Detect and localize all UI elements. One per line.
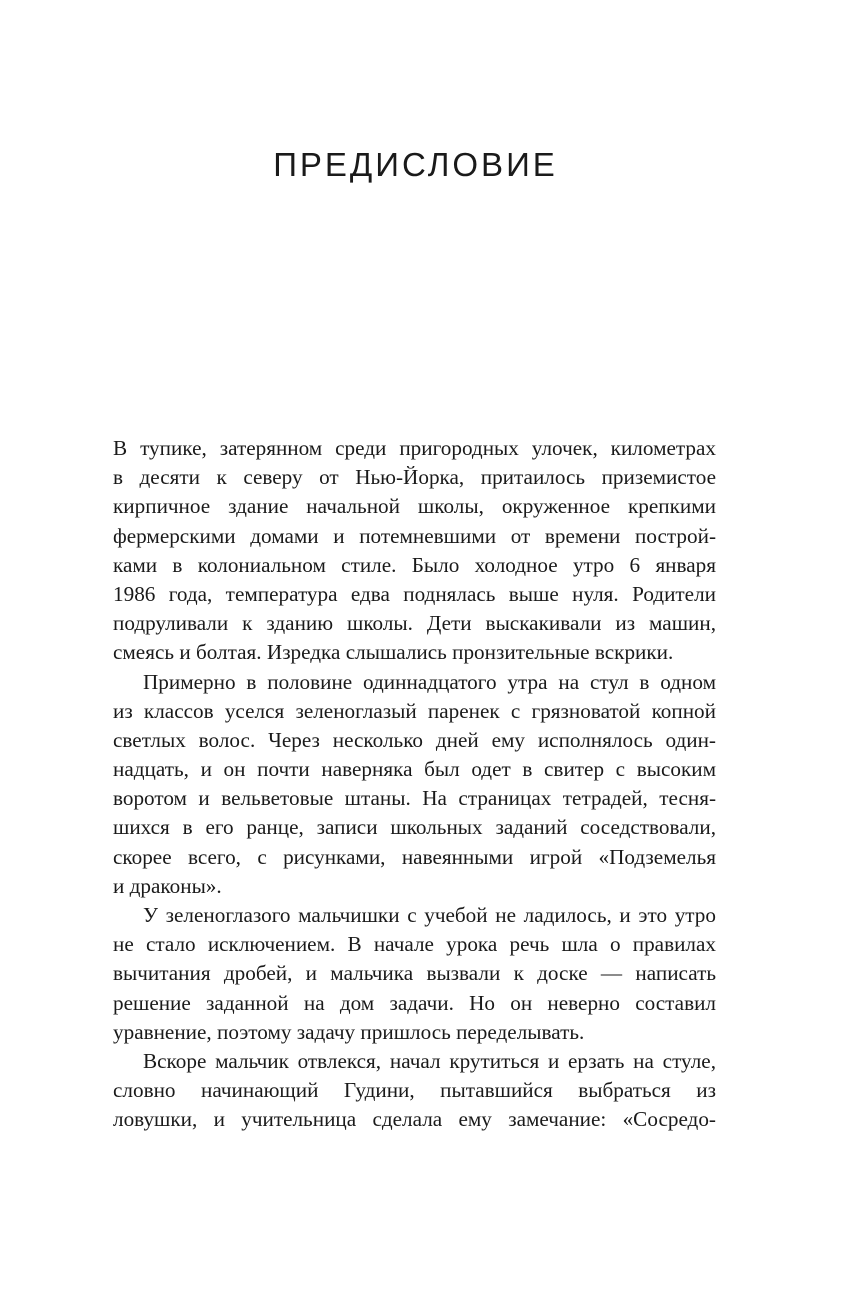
text-line: ками в колониальном стиле. Было холодное утро 6 января	[113, 552, 716, 577]
text-line: скорее всего, с рисунками, навеянными игрой «Подземелья	[113, 844, 716, 869]
text-line: фермерскими домами и потемневшими от времени построй-	[113, 523, 716, 548]
text-line: Примерно в половине одиннадцатого утра на стул в одном	[143, 669, 716, 694]
text-line: смеясь и болтая. Изредка слышались пронзительные вскрики.	[113, 640, 674, 665]
text-line: 1986 года, температура едва поднялась выше нуля. Родители	[113, 581, 716, 606]
body-text	[113, 434, 716, 1135]
text-line: шихся в его ранце, записи школьных заданий соседствовали,	[113, 815, 716, 840]
text-line: В тупике, затерянном среди пригородных улочек, километрах	[113, 436, 716, 460]
text-line: решение заданной на дом задачи. Но он неверно составил	[113, 990, 716, 1015]
text-line: вычитания дробей, и мальчика вызвали к доске — написать	[113, 961, 716, 986]
text-line: кирпичное здание начальной школы, окруженное крепкими	[113, 494, 716, 519]
chapter-title: ПРЕДИСЛОВИЕ	[273, 146, 558, 183]
text-line: надцать, и он почти наверняка был одет в свитер с высоким	[113, 757, 716, 782]
text-line: подруливали к зданию школы. Дети выскакивали из машин,	[113, 611, 716, 636]
text-line: Вскоре мальчик отвлекся, начал крутиться и ерзать на стуле,	[143, 1048, 716, 1073]
text-line: уравнение, поэтому задачу пришлось переделывать.	[113, 1019, 585, 1044]
text-line: У зеленоглазого мальчишки с учебой не ладилось, и это утро	[143, 903, 716, 927]
text-line: в десяти к северу от Нью-Йорка, притаилось приземистое	[113, 465, 716, 490]
text-line: не стало исключением. В начале урока речь шла о правилах	[113, 932, 716, 957]
text-line: из классов уселся зеленоглазый паренек с грязноватой копной	[113, 698, 716, 723]
text-line: и драконы».	[113, 873, 222, 898]
text-line: ловушки, и учительница сделала ему замечание: «Сосредо-	[113, 1107, 716, 1132]
text-line: светлых волос. Через несколько дней ему исполнялось один-	[113, 727, 716, 752]
text-line: словно начинающий Гудини, пытавшийся выбраться из	[113, 1078, 716, 1103]
text-line: воротом и вельветовые штаны. На страницах тетрадей, тесня-	[113, 786, 716, 811]
